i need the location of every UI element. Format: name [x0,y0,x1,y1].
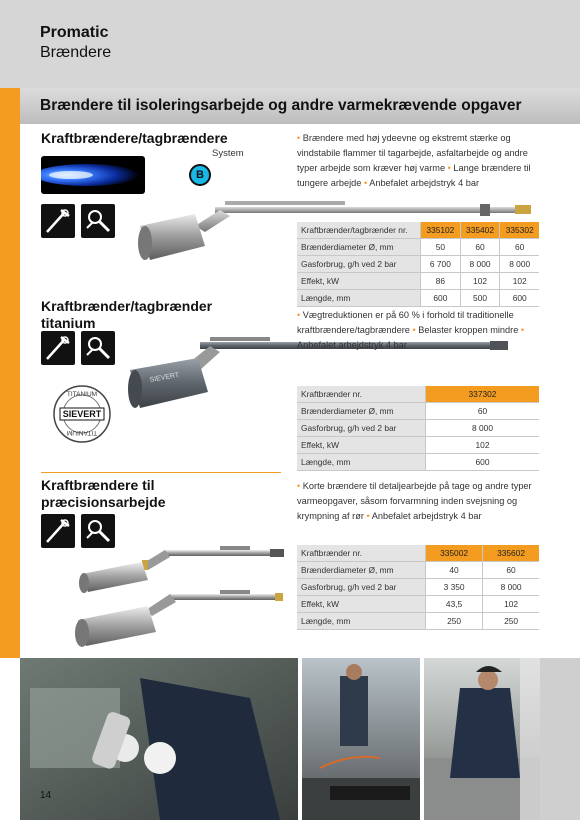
torch-icon [41,204,75,238]
table-row: Gasforbrug, g/h ved 2 bar 3 350 8 000 [297,579,539,596]
table-row: Længde, mm 600 [297,454,539,471]
torch-icon [41,331,75,365]
svg-text:SIEVERT: SIEVERT [62,409,102,419]
table-row: Effekt, kW 43,5 102 [297,596,539,613]
section1-title: Kraftbrændere/tagbrændere [41,130,228,146]
system-b-badge: B [189,164,211,186]
section3-divider [41,472,281,473]
svg-text:SIEVERT: SIEVERT [149,371,180,384]
table-row: Kraftbrænder nr. 337302 [297,386,539,403]
side-bar-bottom [0,658,20,820]
section3-spec-table [297,545,539,630]
page-subtitle: Brændere [40,44,112,61]
table-row: Brænderdiameter Ø, mm 60 [297,403,539,420]
section1-description: • Brændere med høj ydeevne og ekstremt stærke og vindstabile flammer til tagarbejde, asfaltarbejde og andre typer arbejde som kræver høj varme • Lange brændere til tungere arbejde • Anbefalet arbejdstryk 4 bar [297,133,531,188]
banner-title: Brændere til isoleringsarbejde og andre varmekrævende opgaver [40,97,522,114]
section3-description: • Korte brændere til detaljearbejde på tage og andre typer varmeopgaver, såsom forvarmning inden svejsning og krympning af rør • Anbefalet arbejdstryk 4 bar [297,481,532,521]
valve-icon [81,204,115,238]
table-row: Kraftbrænder/tagbrænder nr. 335102 335402 335302 [297,222,539,239]
section1-spec-table [297,222,539,307]
table-row: Brænderdiameter Ø, mm 40 60 [297,562,539,579]
photo-strip [20,658,580,820]
section2-description: • Vægtreduktionen er på 60 % i forhold til traditionelle kraftbrændere/tagbrændere • Belaster kroppen mindre • Anbefalet arbejdstryk 4 bar [297,310,525,350]
valve-icon [81,331,115,365]
system-label: System [212,148,244,159]
section3-title: Kraftbrændere til præcisionsarbejde [41,477,166,510]
table-row: Gasforbrug, g/h ved 2 bar 6 700 8 000 8 000 [297,256,539,273]
brand-name: Promatic [40,24,109,41]
table-row: Brænderdiameter Ø, mm 50 60 60 [297,239,539,256]
table-row: Gasforbrug, g/h ved 2 bar 8 000 [297,420,539,437]
table-row: Effekt, kW 102 [297,437,539,454]
orange-side-bar [0,88,20,658]
svg-text:TITANIUM: TITANIUM [66,391,98,398]
section2-title: Kraftbrænder/tagbrænder titanium [41,298,213,331]
page-number: 14 [40,790,52,801]
table-row: Længde, mm 250 250 [297,613,539,630]
precision-torch-image [70,540,295,650]
table-row: Kraftbrænder nr. 335002 335602 [297,545,539,562]
table-row: Effekt, kW 86 102 102 [297,273,539,290]
table-row: Længde, mm 600 500 600 [297,290,539,307]
section2-spec-table [297,386,539,471]
flame-icon [41,156,145,194]
svg-text:TITANIUM: TITANIUM [66,429,98,436]
titanium-stamp-icon [52,384,112,444]
